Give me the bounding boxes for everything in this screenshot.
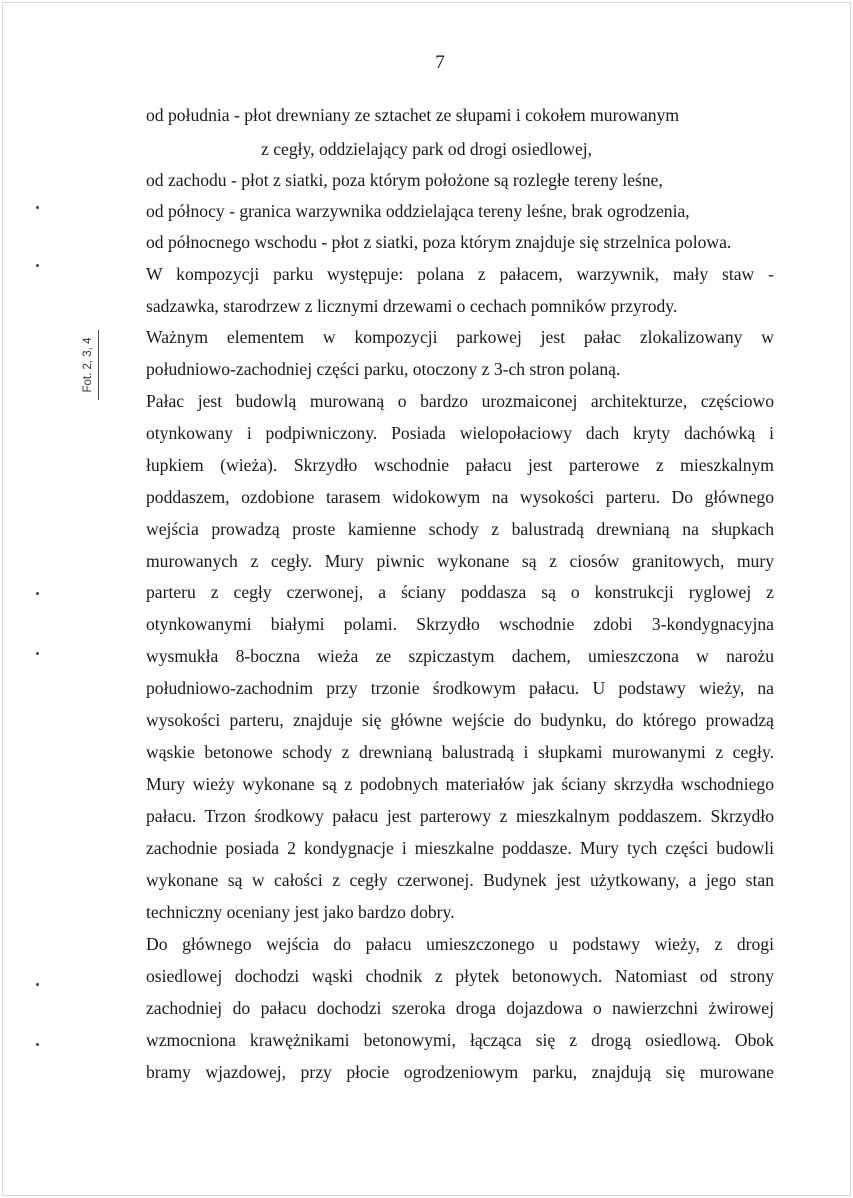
text-line: osiedlowej dochodzi wąski chodnik z płytek betonowych. Natomiast od strony	[146, 966, 774, 986]
text-line: poddaszem, ozdobione tarasem widokowym na wysokości parteru. Do głównego	[146, 487, 774, 507]
text-line: od południa - płot drewniany ze sztachet ze słupami i cokołem murowanym	[146, 105, 680, 125]
text-line: sadzawka, starodrzew z licznymi drzewami o cechach pomników przyrody.	[146, 296, 678, 316]
scan-speck	[36, 1043, 39, 1046]
scan-speck	[36, 652, 39, 655]
margin-rule	[98, 330, 99, 400]
text-line: południowo-zachodnim przy trzonie środkowym pałacu. U podstawy wieży, na	[146, 678, 774, 698]
text-line: bramy wjazdowej, przy płocie ogrodzeniowym parku, znajdują się murowane	[146, 1062, 774, 1082]
scan-speck	[36, 206, 39, 209]
text-line: zachodniej do pałacu dochodzi szeroka droga dojazdowa o nawierzchni żwirowej	[146, 998, 774, 1018]
text-line: techniczny oceniany jest jako bardzo dobry.	[146, 902, 455, 922]
photo-reference-text: Fot. 2, 3, 4	[82, 337, 94, 393]
text-line: wzmocniona krawężnikami betonowymi, łącząca się z drogą osiedlową. Obok	[146, 1030, 774, 1050]
scan-speck	[36, 264, 39, 267]
text-line: wejścia prowadzą proste kamienne schody z balustradą drewnianą na słupkach	[146, 519, 774, 539]
scan-speck	[36, 983, 39, 986]
text-line: zachodnie posiada 2 kondygnacje i mieszkalne poddasze. Mury tych części budowli	[146, 838, 774, 858]
text-line: z cegły, oddzielający park od drogi osiedlowej,	[261, 139, 593, 159]
photo-reference-note	[78, 330, 98, 400]
text-line: parteru z cegły czerwonej, a ściany poddasza są o konstrukcji ryglowej z	[146, 582, 774, 602]
text-line: otynkowanymi białymi polami. Skrzydło wschodnie zdobi 3-kondygnacyjna	[146, 614, 774, 634]
text-line: otynkowany i podpiwniczony. Posiada wielopołaciowy dach kryty dachówką i	[146, 423, 774, 443]
body-text	[146, 0, 774, 1198]
text-line: Pałac jest budowlą murowaną o bardzo urozmaiconej architekturze, częściowo	[146, 391, 774, 411]
scan-speck	[36, 592, 39, 595]
text-line: wykonane są w całości z cegły czerwonej. Budynek jest użytkowany, a jego stan	[146, 870, 774, 890]
text-line: łupkiem (wieża). Skrzydło wschodnie pałacu jest parterowe z mieszkalnym	[146, 455, 774, 475]
page-number: 7	[435, 52, 445, 73]
text-line: od zachodu - płot z siatki, poza którym położone są rozległe tereny leśne,	[146, 170, 663, 190]
text-line: wysokości parteru, znajduje się główne wejście do budynku, do którego prowadzą	[146, 710, 774, 730]
text-line: murowanych z cegły. Mury piwnic wykonane są z ciosów granitowych, mury	[146, 551, 774, 571]
text-line: W kompozycji parku występuje: polana z pałacem, warzywnik, mały staw -	[146, 264, 774, 284]
text-line: Do głównego wejścia do pałacu umieszczonego u podstawy wieży, z drogi	[146, 934, 774, 954]
text-line: wąskie betonowe schody z drewnianą balustradą i słupkami murowanymi z cegły.	[146, 742, 774, 762]
text-line: Ważnym elementem w kompozycji parkowej jest pałac zlokalizowany w	[146, 327, 774, 347]
text-line: Mury wieży wykonane są z podobnych materiałów jak ściany skrzydła wschodniego	[146, 774, 774, 794]
text-line: od północy - granica warzywnika oddzielająca tereny leśne, brak ogrodzenia,	[146, 201, 690, 221]
text-line: południowo-zachodniej części parku, otoczony z 3-ch stron polaną.	[146, 359, 621, 379]
text-line: od północnego wschodu - płot z siatki, poza którym znajduje się strzelnica polowa.	[146, 232, 732, 252]
text-line: wysmukła 8-boczna wieża ze szpiczastym dachem, umieszczona w narożu	[146, 646, 774, 666]
text-line: pałacu. Trzon środkowy pałacu jest parterowy z mieszkalnym poddaszem. Skrzydło	[146, 806, 774, 826]
